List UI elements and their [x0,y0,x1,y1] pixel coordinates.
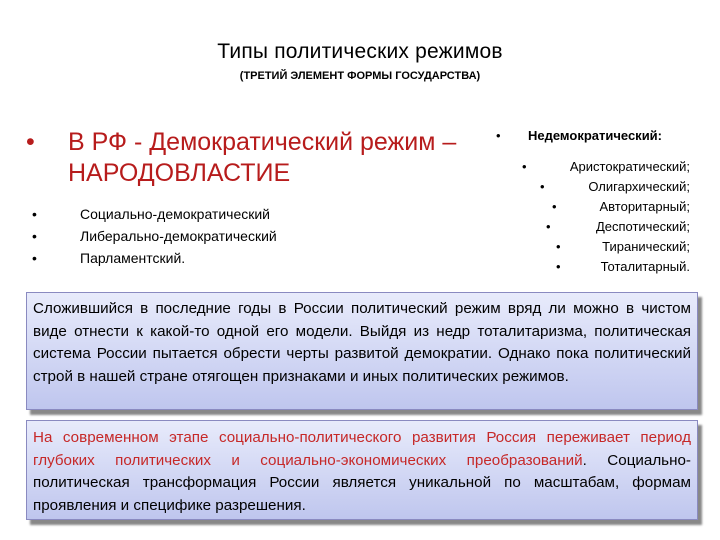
non-democratic-heading-row [490,128,690,143]
transformation-dot: . [582,451,587,469]
slide-title: Типы политических режимов [217,40,503,63]
bullet-icon: • [32,228,37,244]
list-item-label: Аристократический; [569,159,690,174]
list-item [490,157,690,177]
transformation-red-text: На современном этапе социально-политического развития Россия переживает период глубоких политических и социально-экономических преобразований [33,429,691,469]
bullet-icon: • [522,159,527,174]
list-item-label: Социально-демократический [80,206,270,222]
list-item [490,237,690,257]
bullet-icon: • [552,199,557,214]
non-democratic-section [490,128,690,277]
bullet-icon: • [546,219,551,234]
bullet-icon: • [556,239,561,254]
list-item-label: Либерально-демократический [80,228,277,244]
democratic-main-bullet [22,127,462,189]
list-item-label: Деспотический; [595,219,690,234]
bullet-icon: • [32,206,37,222]
list-item [490,257,690,277]
list-item [490,177,690,197]
russia-regime-text-box: Сложившийся в последние годы в России политический режим вряд ли можно в чистом виде отнести к какой-то одной его модели. Выйдя из недр тоталитаризма, политическая система России пытается обрести черты развитой демократии. Однако пока политический строй в нашей стране отягощен признаками и иных политических режимов. [26,292,698,410]
list-item-label: Тоталитарный. [600,259,690,274]
non-democratic-heading: Недемократический: [528,128,663,143]
list-item-label: Авторитарный; [599,199,690,214]
list-item-label: Тиранический; [602,239,690,254]
list-item-label: Парламентский. [80,250,186,266]
list-item-label: Олигархический; [588,179,690,194]
non-democratic-list [490,157,690,277]
bullet-icon: • [540,179,545,194]
list-item [22,225,462,247]
democratic-types-list [22,203,462,269]
list-item [22,203,462,225]
transformation-text: Социально-политическая трансформация России является уникальной по масштабам, формам проявления и специфике разрешения. [33,451,691,514]
bullet-icon: • [496,128,501,143]
bullet-icon: • [556,259,561,274]
bullet-icon: • [26,128,35,156]
list-item [22,247,462,269]
list-item [490,217,690,237]
slide-subtitle: (ТРЕТИЙ ЭЛЕМЕНТ ФОРМЫ ГОСУДАРСТВА) [239,70,481,82]
list-item [490,197,690,217]
democratic-section [22,127,462,269]
bullet-icon: • [32,250,37,266]
transformation-text-box [26,420,698,520]
democratic-heading: В РФ - Демократический режим – НАРОДОВЛАСТИЕ [68,128,457,187]
